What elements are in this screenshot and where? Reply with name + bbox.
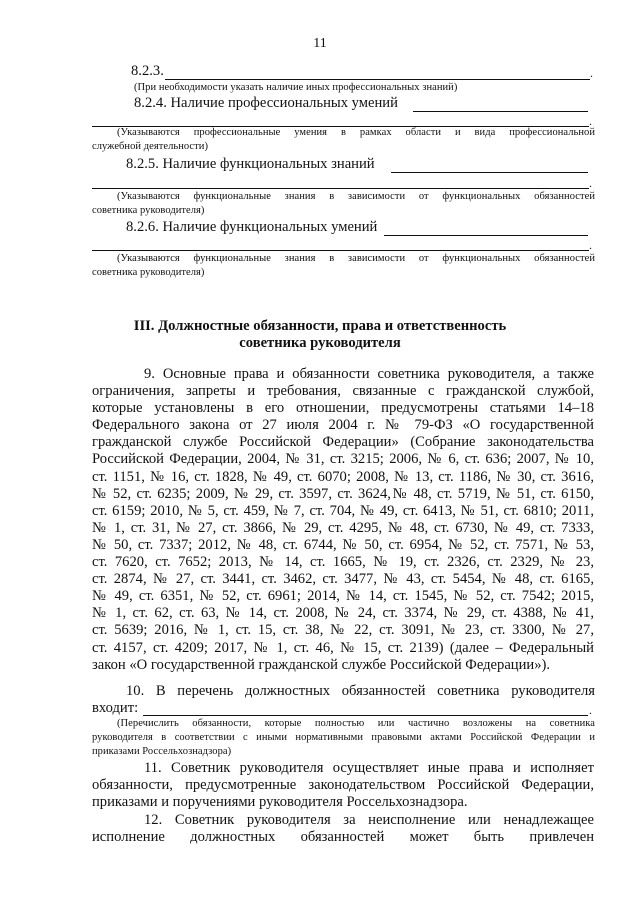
- paragraph-9-line: 9. Основные права и обязанности советника руководителя, а также: [144, 366, 594, 382]
- item-8-2-6-note-line1: (Указываются функциональные знания в зависимости от функциональных обязанностей: [117, 253, 595, 264]
- paragraph-9-line: № 49, ст. 6351, № 52, ст. 6961; 2014, № 14, ст. 1545, № 52, ст. 7542; 2015,: [92, 588, 594, 605]
- item-8-2-6-note-line2: советника руководителя): [92, 267, 205, 278]
- paragraph-9-line: ст. 7620, ст. 7652; 2013, № 14, ст. 1665, № 19, ст. 2326, ст. 2329, № 23,: [92, 554, 594, 571]
- paragraph-12-line: исполнение должностных обязанностей может быть привлечен: [92, 829, 594, 846]
- section-title-line1: III. Должностные обязанности, права и ответственность: [133, 318, 507, 334]
- section-title-line2: советника руководителя: [239, 335, 401, 351]
- paragraph-12-line: 12. Советник руководителя за неисполнение или ненадлежащее: [144, 812, 594, 828]
- item-8-2-3-note: (При необходимости указать наличие иных профессиональных знаний): [134, 82, 458, 93]
- paragraph-9-line: № 52, ст. 6235; 2009, № 29, ст. 3597, ст. 3624,№ 48, ст. 5719, № 51, ст. 6150,: [92, 485, 594, 502]
- paragraph-10-note-line1: (Перечислить обязанности, которые полностью или частично возложены на советника: [117, 718, 595, 729]
- paragraph-9-line: ст. 6159; 2010, № 5, ст. 459, № 7, ст. 704, № 49, ст. 6413, № 51, ст. 6810; 2011,: [92, 502, 594, 519]
- item-8-2-4-period: .: [589, 114, 592, 128]
- paragraph-9-line: закон «О государственной гражданской службе Российской Федерации»).: [92, 656, 551, 673]
- paragraph-9: [92, 366, 594, 674]
- item-8-2-3-label: 8.2.3.: [131, 63, 164, 79]
- item-8-2-5-period: .: [589, 176, 592, 190]
- paragraph-9-line: № 50, ст. 7337; 2012, № 48, ст. 6744, № 50, ст. 6954, № 52, ст. 7571, № 53,: [92, 536, 594, 553]
- item-8-2-6-blank-2: [92, 250, 589, 251]
- item-8-2-5-blank: [391, 172, 588, 173]
- page-number: 11: [313, 36, 327, 51]
- item-8-2-4-blank: [413, 111, 588, 112]
- paragraph-9-line: № 1, ст. 31, № 27, ст. 3866, № 29, ст. 4295, № 48, ст. 6730, № 49, ст. 7333,: [92, 519, 594, 536]
- item-8-2-5-label: 8.2.5. Наличие функциональных знаний: [126, 156, 375, 172]
- paragraph-9-line: ст. 4157, ст. 4209; 2017, № 1, ст. 46, № 15, ст. 2139) (далее – Федеральный: [92, 639, 594, 656]
- paragraph-12: [92, 812, 594, 846]
- paragraph-9-line: ст. 2874, № 27, ст. 3441, ст. 3462, ст. 3477, № 43, ст. 5454, № 48, ст. 6165,: [92, 571, 594, 588]
- paragraph-11-line: 11. Советник руководителя осуществляет иные права и исполняет: [144, 760, 594, 776]
- item-8-2-6-blank: [384, 235, 588, 236]
- item-8-2-3-period: .: [590, 66, 593, 80]
- paragraph-10-note-line3: приказами Россельхознадзора): [92, 746, 232, 757]
- item-8-2-4-label: 8.2.4. Наличие профессиональных умений: [134, 95, 398, 111]
- item-8-2-5-blank-2: [92, 188, 589, 189]
- paragraph-9-line: гражданской службе Российской Федерации» (Собрание законодательства: [92, 434, 594, 451]
- item-8-2-5-note-line1: (Указываются функциональные знания в зависимости от функциональных обязанностей: [117, 191, 595, 202]
- item-8-2-6-period: .: [589, 238, 592, 252]
- paragraph-9-line: ст. 1151, № 16, ст. 1828, № 49, ст. 6070; 2008, № 13, ст. 1186, № 30, ст. 3616,: [92, 468, 594, 485]
- paragraph-10-line1: 10. В перечень должностных обязанностей советника руководителя: [126, 683, 595, 699]
- paragraph-9-line: Российской Федерации, 2004, № 31, ст. 3215; 2006, № 6, ст. 636; 2007, № 10,: [92, 451, 594, 468]
- paragraph-9-line: ст. 5639; 2016, № 1, ст. 15, ст. 38, № 22, ст. 3091, № 23, ст. 3300, № 27,: [92, 622, 594, 639]
- paragraph-9-line: Федерального закона от 27 июля 2004 г. № 79-ФЗ «О государственной: [92, 417, 594, 434]
- paragraph-11: [92, 760, 594, 811]
- paragraph-10-period: .: [589, 703, 592, 717]
- paragraph-11-line: приказами и поручениями руководителя Россельхознадзора.: [92, 794, 468, 811]
- paragraph-9-line: которые установлены в его отношении, предусмотрены статьями 14–18: [92, 400, 594, 417]
- paragraph-10-line2: входит:: [92, 700, 139, 716]
- item-8-2-4-note-line1: (Указываются профессиональные умения в рамках области и вида профессиональной: [117, 127, 595, 138]
- item-8-2-5-note-line2: советника руководителя): [92, 205, 205, 216]
- paragraph-11-line: обязанности, предусмотренные законодательством Российской Федерации,: [92, 777, 594, 794]
- paragraph-10-blank: [143, 715, 588, 716]
- paragraph-10-note-line2: руководителя в соответствии с иными нормативными правовыми актами Российской Федерации и: [92, 732, 595, 743]
- paragraph-9-line: № 1, ст. 62, ст. 63, № 14, ст. 2008, № 24, ст. 3374, № 29, ст. 4388, № 41,: [92, 605, 594, 622]
- item-8-2-3-blank: [165, 79, 590, 80]
- item-8-2-4-note-line2: служебной деятельности): [92, 141, 208, 152]
- paragraph-9-line: ограничения, запреты и требования, связанные с гражданской службой,: [92, 383, 594, 400]
- item-8-2-6-label: 8.2.6. Наличие функциональных умений: [126, 219, 378, 235]
